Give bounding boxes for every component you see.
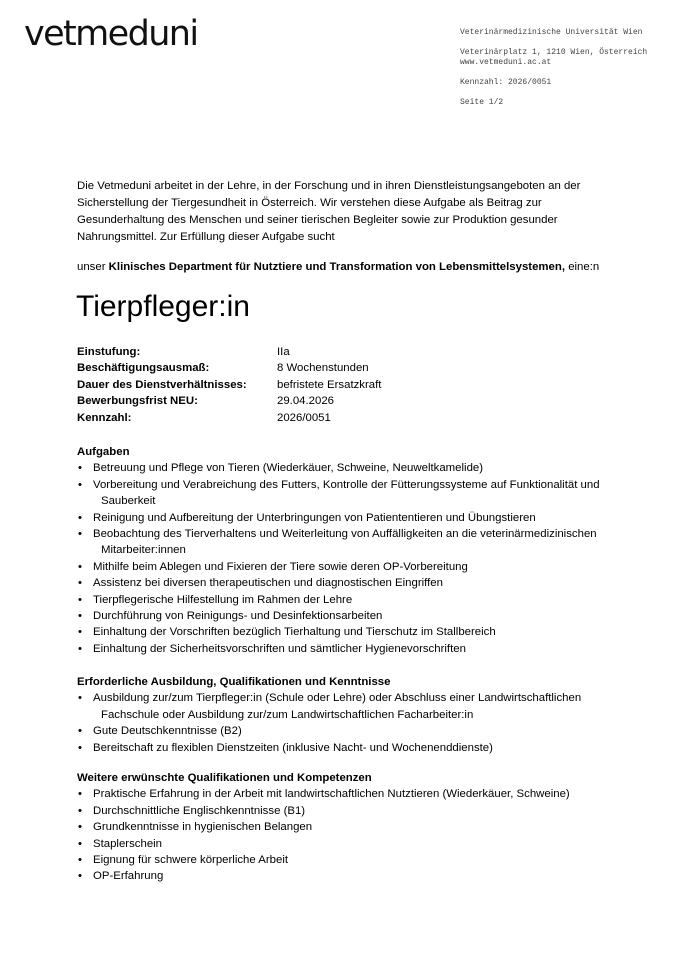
list-item	[77, 690, 637, 723]
vetmeduni-logo: vetmeduni	[24, 14, 198, 54]
address-website: www.vetmeduni.ac.at	[460, 58, 552, 67]
list-item	[77, 624, 637, 640]
list-item-continuation: Mitarbeiter:innen	[101, 544, 186, 557]
list-item	[77, 803, 637, 819]
list-item	[77, 526, 637, 559]
list-item-text: Durchschnittliche Englischkenntnisse (B1)	[93, 804, 306, 817]
fact-label: Einstufung:	[77, 346, 141, 358]
fact-value: IIa	[277, 346, 290, 358]
list-item-text: OP-Erfahrung	[93, 870, 164, 883]
facts-table	[77, 344, 577, 426]
list-item-text: Einhaltung der Sicherheitsvorschriften und sämtlicher Hygienevorschriften	[93, 642, 466, 655]
fact-row	[77, 393, 577, 409]
list-item-text: Assistenz bei diversen therapeutischen und diagnostischen Eingriffen	[93, 577, 443, 590]
list-item-continuation: Sauberkeit	[101, 495, 156, 508]
erwuenscht-section	[77, 770, 637, 885]
list-item	[77, 559, 637, 575]
fact-value: 29.04.2026	[277, 395, 335, 408]
fact-label: Bewerbungsfrist NEU:	[77, 395, 198, 408]
address-kennzahl: Kennzahl: 2026/0051	[460, 78, 552, 87]
department-prefix: unser	[77, 261, 109, 273]
address-street: Veterinärplatz 1, 1210 Wien, Österreich	[460, 48, 648, 57]
list-item-text: Reinigung und Aufbereitung der Unterbringungen von Patiententieren und Übungstieren	[93, 511, 536, 524]
address-block	[460, 28, 675, 108]
list-item-text: Einhaltung der Vorschriften bezüglich Tierhaltung und Tierschutz im Stallbereich	[93, 626, 496, 639]
list-item	[77, 740, 637, 756]
list-item	[77, 819, 637, 835]
department-line	[77, 259, 657, 276]
list-item	[77, 460, 637, 476]
list-item-text: Eignung für schwere körperliche Arbeit	[93, 854, 289, 867]
department-suffix: eine:n	[565, 261, 600, 273]
list-item-text: Durchführung von Reinigungs- und Desinfektionsarbeiten	[93, 610, 383, 623]
list-item-text: Tierpflegerische Hilfestellung im Rahmen der Lehre	[93, 593, 353, 606]
list-item	[77, 592, 637, 608]
list-item	[77, 608, 637, 624]
erforderlich-heading: Erforderliche Ausbildung, Qualifikationen und Kenntnisse	[77, 676, 391, 688]
erforderlich-section	[77, 674, 637, 756]
aufgaben-section	[77, 444, 637, 657]
list-item	[77, 868, 637, 884]
list-item-continuation: Fachschule oder Ausbildung zur/zum Landwirtschaftlichen Facharbeiter:in	[101, 708, 474, 721]
list-item	[77, 852, 637, 868]
list-item-text: Grundkenntnisse in hygienischen Belangen	[93, 821, 313, 834]
fact-row	[77, 360, 577, 376]
fact-value: 8 Wochenstunden	[277, 362, 369, 375]
address-university: Veterinärmedizinische Universität Wien	[460, 28, 643, 37]
fact-row	[77, 344, 577, 360]
address-page: Seite 1/2	[460, 98, 504, 107]
list-item-text: Mithilfe beim Ablegen und Fixieren der Tiere sowie deren OP-Vorbereitung	[93, 560, 468, 573]
fact-value: 2026/0051	[277, 411, 331, 424]
list-item-text: Vorbereitung und Verabreichung des Futters, Kontrolle der Fütterungssysteme auf Funktionalität und	[93, 478, 600, 491]
list-item-text: Praktische Erfahrung in der Arbeit mit landwirtschaftlichen Nutztieren (Wiederkäuer, Schweine)	[93, 788, 570, 801]
list-item	[77, 575, 637, 591]
fact-row	[77, 410, 577, 426]
list-item-text: Beobachtung des Tierverhaltens und Weiterleitung von Auffälligkeiten an die veterinärmedizinischen	[93, 528, 597, 541]
list-item	[77, 786, 637, 802]
aufgaben-list	[77, 460, 637, 657]
department-name: Klinisches Department für Nutztiere und Transformation von Lebensmittelsystemen,	[108, 261, 566, 273]
erforderlich-list	[77, 690, 637, 756]
erwuenscht-list	[77, 786, 637, 884]
list-item	[77, 723, 637, 739]
list-item	[77, 836, 637, 852]
fact-label: Kennzahl:	[77, 411, 132, 424]
aufgaben-heading: Aufgaben	[77, 446, 130, 458]
fact-value: befristete Ersatzkraft	[277, 378, 382, 391]
list-item-text: Gute Deutschkenntnisse (B2)	[93, 725, 242, 738]
list-item	[77, 510, 637, 526]
intro-paragraph: Die Vetmeduni arbeitet in der Lehre, in der Forschung und in ihren Dienstleistungsangeboten an der Sicherstellung der Tiergesundheit in Österreich. Wir verstehen diese Aufgabe als Beitrag zur Gesunderhaltung des Menschen und seiner tierischen Begleiter sowie zur Produktion gesunder Nahrungsmittel. Zur Erfüllung dieser Aufgabe sucht	[77, 180, 581, 243]
fact-row	[77, 377, 577, 393]
list-item-text: Staplerschein	[93, 837, 163, 850]
list-item	[77, 477, 637, 510]
list-item-text: Betreuung und Pflege von Tieren (Wiederkäuer, Schweine, Neuweltkamelide)	[93, 462, 484, 475]
job-title: Tierpfleger:in	[76, 290, 250, 323]
erwuenscht-heading: Weitere erwünschte Qualifikationen und Kompetenzen	[77, 772, 372, 784]
fact-label: Dauer des Dienstverhältnisses:	[77, 378, 247, 391]
list-item	[77, 641, 637, 657]
list-item-text: Bereitschaft zu flexiblen Dienstzeiten (inklusive Nacht- und Wochenenddienste)	[93, 741, 493, 754]
list-item-text: Ausbildung zur/zum Tierpfleger:in (Schule oder Lehre) oder Abschluss einer Landwirtschaftlichen	[93, 692, 582, 705]
fact-label: Beschäftigungsausmaß:	[77, 362, 210, 375]
